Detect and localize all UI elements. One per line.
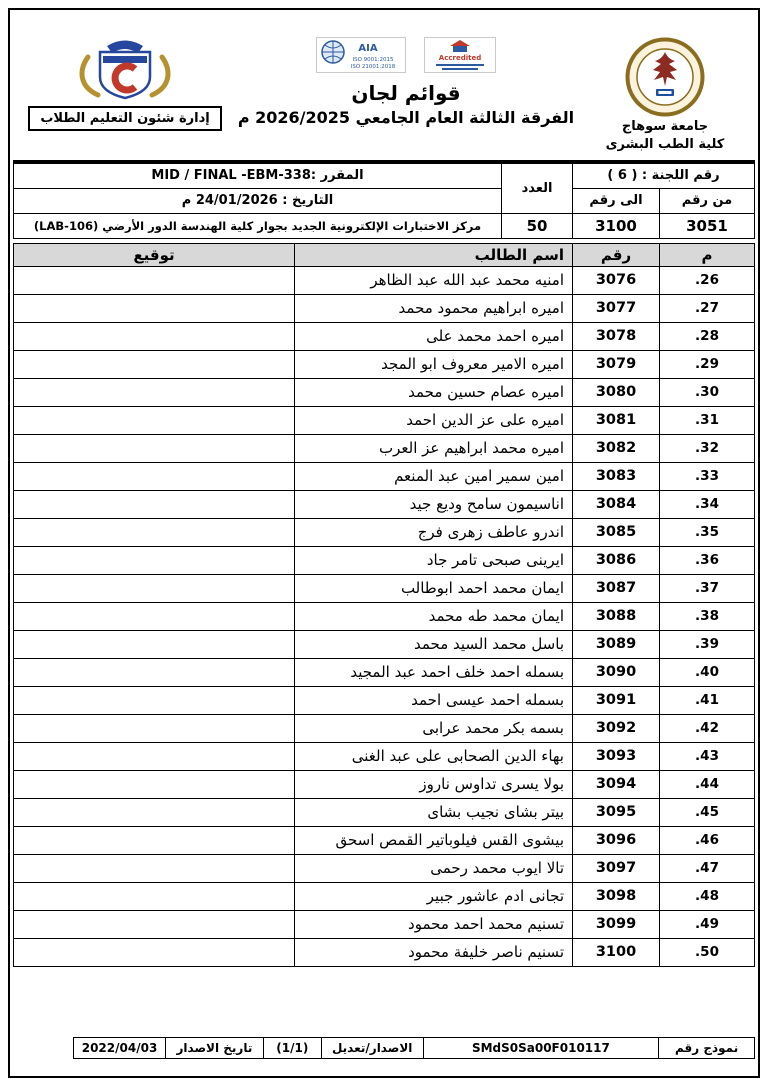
number-cell: 3090 xyxy=(573,658,660,686)
number-cell: 3083 xyxy=(573,462,660,490)
from-number-label: من رقم xyxy=(660,188,755,213)
university-block xyxy=(581,37,749,154)
count-value: 50 xyxy=(502,213,573,238)
serial-cell: 36. xyxy=(660,546,755,574)
number-header: رقم xyxy=(573,243,660,266)
table-row xyxy=(14,770,755,798)
signature-cell xyxy=(14,294,295,322)
exam-location: مركز الاختبارات الإلكترونية الجديد بجوار كلية الهندسة الدور الأرضي (LAB-106) xyxy=(14,213,502,238)
signature-cell xyxy=(14,630,295,658)
signature-cell xyxy=(14,406,295,434)
number-cell: 3088 xyxy=(573,602,660,630)
signature-cell xyxy=(14,518,295,546)
serial-cell: 33. xyxy=(660,462,755,490)
name-cell: بهاء الدين الصحابى على عبد الغنى xyxy=(295,742,573,770)
number-cell: 3099 xyxy=(573,910,660,938)
table-row xyxy=(14,518,755,546)
student-affairs-crest-icon xyxy=(50,37,200,103)
accreditation-badges xyxy=(316,37,496,73)
department-block xyxy=(19,37,231,131)
signature-cell xyxy=(14,490,295,518)
number-cell: 3093 xyxy=(573,742,660,770)
number-cell: 3086 xyxy=(573,546,660,574)
signature-cell xyxy=(14,658,295,686)
signature-cell xyxy=(14,770,295,798)
table-row xyxy=(14,714,755,742)
serial-cell: 27. xyxy=(660,294,755,322)
serial-cell: 39. xyxy=(660,630,755,658)
serial-cell: 31. xyxy=(660,406,755,434)
document-title: قوائم لجان xyxy=(351,81,461,105)
serial-header: م xyxy=(660,243,755,266)
signature-cell xyxy=(14,266,295,294)
badge-right-iso2: ISO 21001:2018 xyxy=(350,64,396,70)
number-cell: 3096 xyxy=(573,826,660,854)
number-cell: 3087 xyxy=(573,574,660,602)
serial-cell: 46. xyxy=(660,826,755,854)
table-row xyxy=(14,406,755,434)
info-row-2 xyxy=(14,188,755,213)
table-row xyxy=(14,686,755,714)
signature-cell xyxy=(14,462,295,490)
name-header: اسم الطالب xyxy=(295,243,573,266)
name-cell: اميره ابراهيم محمود محمد xyxy=(295,294,573,322)
footer-row xyxy=(74,1038,755,1059)
to-number-label: الى رقم xyxy=(573,188,660,213)
serial-cell: 29. xyxy=(660,350,755,378)
table-row xyxy=(14,938,755,966)
number-cell: 3089 xyxy=(573,630,660,658)
signature-cell xyxy=(14,882,295,910)
number-cell: 3100 xyxy=(573,938,660,966)
serial-cell: 43. xyxy=(660,742,755,770)
serial-cell: 50. xyxy=(660,938,755,966)
badge-left-caption: Accredited xyxy=(438,54,482,62)
count-label: العدد xyxy=(502,163,573,213)
signature-cell xyxy=(14,798,295,826)
table-row xyxy=(14,322,755,350)
name-cell: اناسيمون سامح وديع جيد xyxy=(295,490,573,518)
number-cell: 3079 xyxy=(573,350,660,378)
name-cell: ايمان محمد طه محمد xyxy=(295,602,573,630)
signature-cell xyxy=(14,854,295,882)
student-table xyxy=(13,243,755,967)
number-cell: 3095 xyxy=(573,798,660,826)
footer xyxy=(13,1037,755,1073)
serial-cell: 37. xyxy=(660,574,755,602)
number-cell: 3094 xyxy=(573,770,660,798)
name-cell: اميره على عز الدين احمد xyxy=(295,406,573,434)
number-cell: 3091 xyxy=(573,686,660,714)
name-cell: تالا ايوب محمد رحمى xyxy=(295,854,573,882)
info-table xyxy=(13,163,755,239)
table-row xyxy=(14,854,755,882)
signature-cell xyxy=(14,602,295,630)
name-cell: امنيه محمد عبد الله عبد الظاهر xyxy=(295,266,573,294)
table-row xyxy=(14,462,755,490)
name-cell: اميره عصام حسين محمد xyxy=(295,378,573,406)
course-field: المقرر :MID / FINAL -EBM-338 xyxy=(14,163,502,188)
badge-right-iso1: ISO 9001:2015 xyxy=(352,57,394,63)
name-cell: ايرينى صبحى تامر جاد xyxy=(295,546,573,574)
name-cell: بسمله احمد خلف احمد عبد المجيد xyxy=(295,658,573,686)
number-cell: 3097 xyxy=(573,854,660,882)
number-cell: 3078 xyxy=(573,322,660,350)
number-cell: 3080 xyxy=(573,378,660,406)
serial-cell: 45. xyxy=(660,798,755,826)
table-row xyxy=(14,910,755,938)
serial-cell: 48. xyxy=(660,882,755,910)
serial-cell: 32. xyxy=(660,434,755,462)
table-row xyxy=(14,630,755,658)
form-number-value: SMdS0Sa00F010117 xyxy=(423,1038,659,1059)
number-cell: 3085 xyxy=(573,518,660,546)
name-cell: بولا يسرى تداوس ناروز xyxy=(295,770,573,798)
table-row xyxy=(14,490,755,518)
signature-cell xyxy=(14,742,295,770)
name-cell: اميره محمد ابراهيم عز العرب xyxy=(295,434,573,462)
table-row xyxy=(14,378,755,406)
name-cell: اندرو عاطف زهرى فرج xyxy=(295,518,573,546)
issue-date-label: تاريخ الاصدار xyxy=(166,1038,264,1059)
signature-cell xyxy=(14,378,295,406)
version-label: الاصدار/تعديل xyxy=(321,1038,423,1059)
header xyxy=(13,13,755,160)
number-cell: 3076 xyxy=(573,266,660,294)
department-box: إدارة شئون التعليم الطلاب xyxy=(28,106,221,131)
aia-iso-badge-icon xyxy=(316,37,406,73)
number-cell: 3092 xyxy=(573,714,660,742)
number-cell: 3077 xyxy=(573,294,660,322)
signature-cell xyxy=(14,574,295,602)
number-cell: 3084 xyxy=(573,490,660,518)
serial-cell: 42. xyxy=(660,714,755,742)
signature-header: توقيع xyxy=(14,243,295,266)
serial-cell: 38. xyxy=(660,602,755,630)
signature-cell xyxy=(14,322,295,350)
table-row xyxy=(14,658,755,686)
number-cell: 3081 xyxy=(573,406,660,434)
name-cell: بسمه بكر محمد عرابى xyxy=(295,714,573,742)
table-row xyxy=(14,742,755,770)
serial-cell: 26. xyxy=(660,266,755,294)
table-row xyxy=(14,574,755,602)
signature-cell xyxy=(14,938,295,966)
serial-cell: 30. xyxy=(660,378,755,406)
badge-right-title: AIA xyxy=(358,43,378,54)
signature-cell xyxy=(14,434,295,462)
signature-cell xyxy=(14,686,295,714)
name-cell: تجانى ادم عاشور جبير xyxy=(295,882,573,910)
sheet-frame xyxy=(8,8,760,1078)
info-row-3 xyxy=(14,213,755,238)
name-cell: بيتر بشاى نجيب بشاى xyxy=(295,798,573,826)
sohag-university-logo-icon xyxy=(625,37,705,117)
name-cell: تسنيم ناصر خليفة محمود xyxy=(295,938,573,966)
signature-cell xyxy=(14,350,295,378)
table-row xyxy=(14,798,755,826)
version-value: (1/1) xyxy=(263,1038,321,1059)
name-cell: اميره احمد محمد على xyxy=(295,322,573,350)
table-row xyxy=(14,294,755,322)
table-row xyxy=(14,602,755,630)
issue-date-value: 2022/04/03 xyxy=(74,1038,166,1059)
name-cell: ايمان محمد احمد ابوطالب xyxy=(295,574,573,602)
form-number-label: نموذج رقم xyxy=(659,1038,755,1059)
university-name: جامعة سوهاج xyxy=(621,119,709,134)
document-subtitle: الفرقة الثالثة العام الجامعي 2026/2025 م xyxy=(237,108,575,127)
signature-cell xyxy=(14,546,295,574)
serial-cell: 34. xyxy=(660,490,755,518)
number-cell: 3098 xyxy=(573,882,660,910)
signature-cell xyxy=(14,714,295,742)
name-cell: بيشوى القس فيلوباتير القمص اسحق xyxy=(295,826,573,854)
title-block xyxy=(231,37,581,127)
table-row xyxy=(14,434,755,462)
table-row xyxy=(14,350,755,378)
serial-cell: 28. xyxy=(660,322,755,350)
footer-table xyxy=(73,1037,755,1059)
number-cell: 3082 xyxy=(573,434,660,462)
serial-cell: 35. xyxy=(660,518,755,546)
name-cell: باسل محمد السيد محمد xyxy=(295,630,573,658)
name-cell: امين سمير امين عبد المنعم xyxy=(295,462,573,490)
committee-number: رقم اللجنة : ( 6 ) xyxy=(573,163,755,188)
signature-cell xyxy=(14,910,295,938)
table-row xyxy=(14,882,755,910)
serial-cell: 49. xyxy=(660,910,755,938)
serial-cell: 44. xyxy=(660,770,755,798)
table-header-row xyxy=(14,243,755,266)
table-row xyxy=(14,826,755,854)
serial-cell: 47. xyxy=(660,854,755,882)
serial-cell: 40. xyxy=(660,658,755,686)
from-number-value: 3051 xyxy=(660,213,755,238)
faculty-name: كلية الطب البشرى xyxy=(605,137,725,153)
name-cell: اميره الامير معروف ابو المجد xyxy=(295,350,573,378)
table-row xyxy=(14,266,755,294)
signature-cell xyxy=(14,826,295,854)
table-row xyxy=(14,546,755,574)
info-row-1 xyxy=(14,163,755,188)
serial-cell: 41. xyxy=(660,686,755,714)
to-number-value: 3100 xyxy=(573,213,660,238)
date-field: التاريخ : 24/01/2026 م xyxy=(14,188,502,213)
name-cell: بسمله احمد عيسى احمد xyxy=(295,686,573,714)
name-cell: تسنيم محمد احمد محمود xyxy=(295,910,573,938)
accreditation-badge-icon xyxy=(424,37,496,73)
student-table-body xyxy=(14,266,755,966)
